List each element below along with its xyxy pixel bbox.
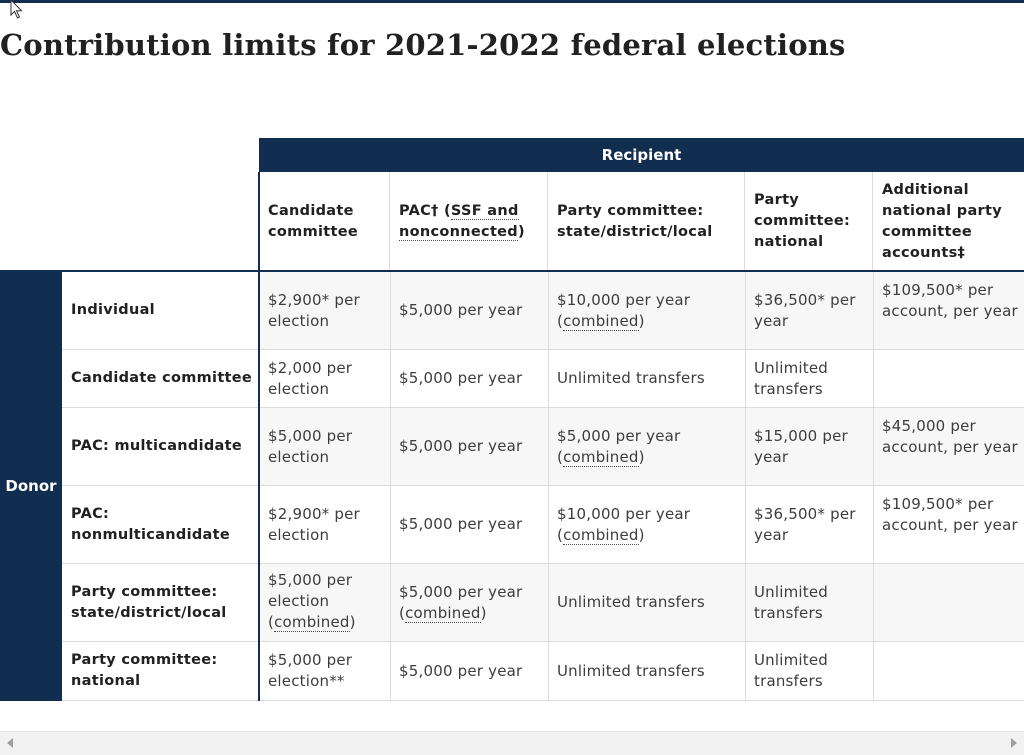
cell-value: $5,000 per election <box>268 571 353 610</box>
table-cell <box>873 564 1024 641</box>
row-divider <box>62 641 1024 642</box>
top-accent-bar <box>0 0 1024 3</box>
cell-value: $5,000 per year <box>399 661 523 680</box>
cell-text <box>882 416 1018 458</box>
row-header-label: Individual <box>71 302 155 318</box>
table-cell <box>745 408 873 485</box>
recipient-header: Recipient <box>259 138 1024 172</box>
table-cell <box>873 642 1024 700</box>
combined-tooltip[interactable]: combined <box>274 613 350 631</box>
cell-value: $5,000 per year <box>399 582 523 601</box>
table-cell <box>390 564 548 641</box>
table-cell <box>548 564 745 641</box>
row-divider <box>62 563 1024 564</box>
cell-value: $5,000 per election** <box>268 651 353 690</box>
cell-value: $5,000 per year <box>399 437 523 455</box>
row-divider <box>62 700 1024 701</box>
cell-text <box>268 426 384 468</box>
row-header-label: Party committee: national <box>71 652 218 689</box>
table-cell <box>873 272 1024 349</box>
cell-text: $5,000 per year (combined) <box>557 426 681 466</box>
table-cell <box>745 350 873 407</box>
cell-value: $36,500* per year <box>754 290 856 330</box>
cell-value: $2,900* per election <box>268 504 360 544</box>
cell-value: $5,000 per year <box>557 426 681 445</box>
cell-text <box>754 650 867 692</box>
cell-value: $2,000 per election <box>268 358 353 398</box>
horizontal-scrollbar[interactable] <box>0 731 1024 755</box>
table-cell <box>390 642 548 700</box>
scroll-right-arrow-icon[interactable] <box>1011 738 1017 748</box>
cell-text <box>882 280 1018 322</box>
table-left-border <box>258 172 260 701</box>
table-cell <box>390 272 548 349</box>
row-header-label: PAC: multicandidate <box>71 438 242 454</box>
column-header-party-national: Party committee: national <box>745 172 873 271</box>
table-cell <box>259 350 390 407</box>
table-cell <box>390 350 548 407</box>
table-cell <box>259 272 390 349</box>
row-header-label: PAC: nonmulticandidate <box>71 505 230 543</box>
row-header-label: Candidate committee <box>71 370 253 386</box>
page-title: Contribution limits for 2021-2022 federal elections <box>0 28 846 62</box>
cell-text <box>399 661 522 682</box>
cell-text <box>399 436 522 457</box>
table-cell <box>390 486 548 563</box>
row-header <box>62 408 259 485</box>
table-cell <box>745 272 873 349</box>
combined-tooltip[interactable]: combined <box>405 603 481 622</box>
table-cell <box>390 408 548 485</box>
cell-text <box>754 426 867 468</box>
column-divider <box>745 272 746 701</box>
row-header <box>62 272 259 349</box>
donor-header: Donor <box>0 271 62 701</box>
column-divider <box>873 272 874 701</box>
cell-text <box>754 290 867 332</box>
cell-value: Unlimited transfers <box>754 651 829 690</box>
table-cell <box>745 564 873 641</box>
combined-tooltip[interactable]: combined <box>563 311 639 330</box>
cell-text <box>754 358 867 400</box>
table-cell <box>548 272 745 349</box>
column-divider <box>548 272 549 701</box>
cell-value: $5,000 per election <box>268 426 353 466</box>
row-header <box>62 642 259 700</box>
cell-text: $10,000 per year (combined) <box>557 504 691 544</box>
table-cell <box>873 408 1024 485</box>
scroll-left-arrow-icon[interactable] <box>7 738 13 748</box>
table-cell <box>745 642 873 700</box>
cell-value: $2,900* per election <box>268 290 360 330</box>
cell-value: $10,000 per year <box>557 290 691 309</box>
mouse-pointer-icon <box>10 0 24 20</box>
cell-value: Unlimited transfers <box>557 661 705 680</box>
cell-text: $10,000 per year (combined) <box>557 290 691 330</box>
cell-value: Unlimited transfers <box>754 358 829 398</box>
cell-value: $5,000 per year <box>399 369 523 387</box>
cell-text <box>399 300 522 321</box>
cell-value: $5,000 per year <box>399 301 523 319</box>
column-header-additional-accounts: Additional national party committee accounts‡ <box>882 181 1002 261</box>
cell-value: $109,500* per account, per year <box>882 281 1018 320</box>
cell-text: $5,000 per year (combined) <box>399 582 523 622</box>
cell-value: Unlimited transfers <box>557 593 705 611</box>
cell-value: $5,000 per year <box>399 515 523 533</box>
cell-value: Unlimited transfers <box>557 369 705 387</box>
row-header <box>62 564 259 641</box>
column-divider <box>390 272 391 701</box>
table-cell <box>548 486 745 563</box>
table-cell <box>259 486 390 563</box>
header-bottom-border <box>0 270 1024 272</box>
column-header-pac: PAC† (SSF and nonconnected) <box>390 172 548 271</box>
cell-text <box>268 358 384 400</box>
table-cell <box>548 350 745 407</box>
row-divider <box>62 349 1024 350</box>
cell-value: $109,500* per account, per year <box>882 495 1018 534</box>
cell-text <box>882 494 1018 536</box>
cell-text: $5,000 per election (combined) <box>268 571 356 631</box>
row-divider <box>62 485 1024 486</box>
cell-text <box>399 514 522 535</box>
combined-tooltip[interactable]: combined <box>563 447 639 466</box>
table-cell <box>548 408 745 485</box>
table-cell <box>259 642 390 700</box>
row-divider <box>62 407 1024 408</box>
cell-text <box>268 290 384 332</box>
cell-text <box>557 368 705 389</box>
table-cell <box>548 642 745 700</box>
column-header-candidate-committee: Candidate committee <box>259 172 390 271</box>
column-header-party-state: Party committee: state/district/local <box>548 172 745 271</box>
row-header <box>62 486 259 563</box>
row-header <box>62 350 259 407</box>
cell-value: Unlimited transfers <box>754 582 829 622</box>
cell-value: $36,500* per year <box>754 504 856 544</box>
row-header-label: Party committee: state/district/local <box>71 583 227 621</box>
cell-text <box>268 650 384 692</box>
table-cell <box>745 486 873 563</box>
combined-tooltip[interactable]: combined <box>563 525 639 544</box>
cell-text <box>557 592 705 613</box>
cell-text <box>754 504 867 546</box>
ssf-nonconnected-tooltip[interactable]: SSF and nonconnected <box>399 202 519 240</box>
cell-text <box>754 582 867 624</box>
cell-text <box>399 368 522 389</box>
cell-text <box>268 504 384 546</box>
cell-value: $45,000 per account, per year <box>882 417 1018 456</box>
table-cell <box>873 486 1024 563</box>
table-cell <box>259 408 390 485</box>
cell-value: $10,000 per year <box>557 504 691 523</box>
table-cell <box>873 350 1024 407</box>
cell-text <box>557 661 705 682</box>
cell-value: $15,000 per year <box>754 426 848 466</box>
table-cell <box>259 564 390 641</box>
